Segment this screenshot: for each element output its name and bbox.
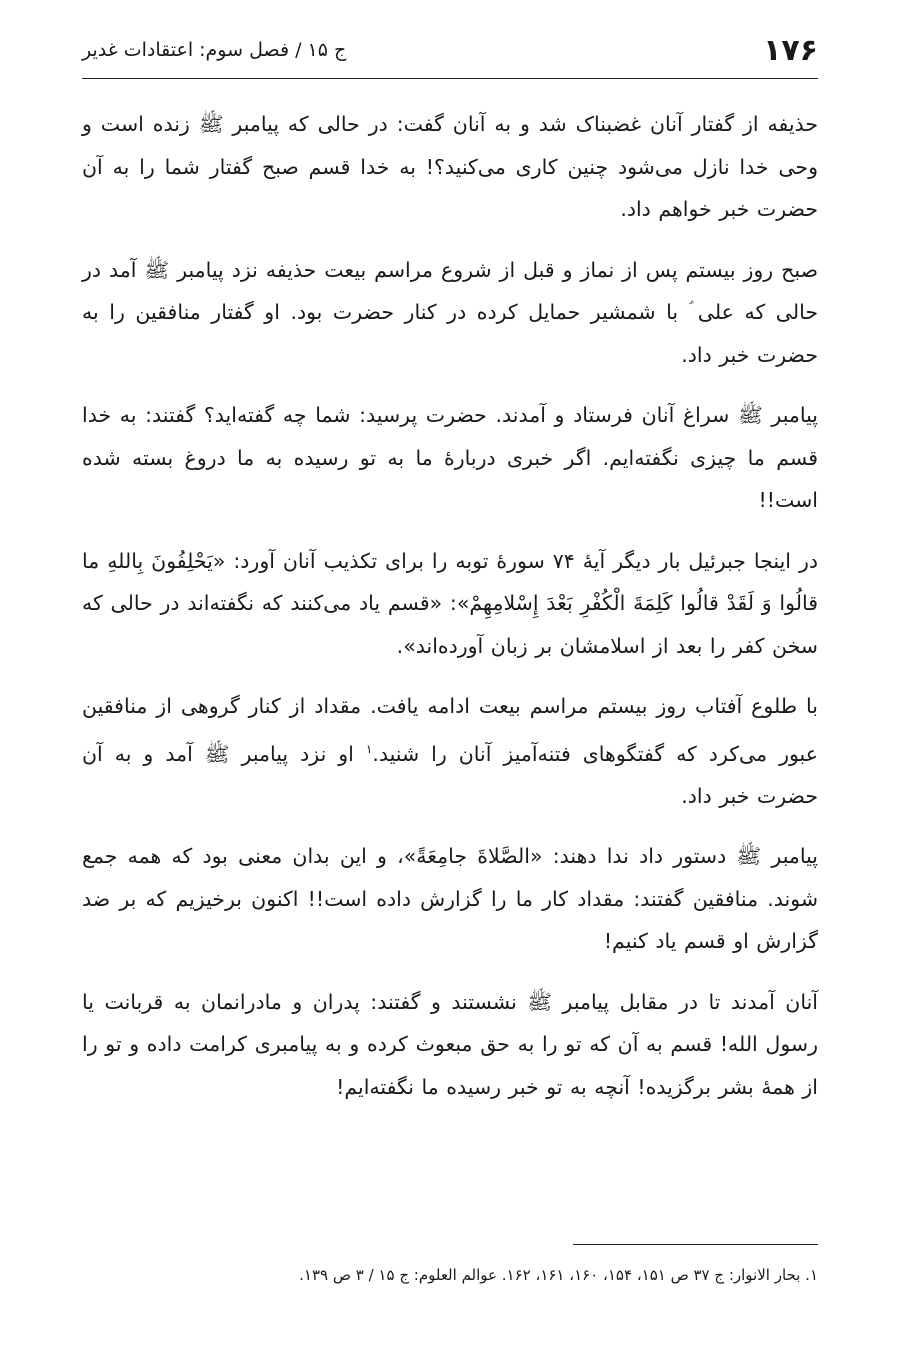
- paragraph: [82, 685, 818, 817]
- footnote: ۱. بحار الانوار: ج ۳۷ ص ۱۵۱، ۱۵۴، ۱۶۰، ۱۶۱، ۱۶۲. عوالم العلوم: ج ۱۵ / ۳ ص ۱۳۹.: [299, 1266, 818, 1284]
- paragraph: پیامبر ﷺ سراغ آنان فرستاد و آمدند. حضرت پرسید: شما چه گفته‌اید؟ گفتند: به خدا قسم ما چیزی نگفته‌ایم. اگر خبری دربارۀ ما به تو رسیده به ما دروغ بسته شده است!!: [82, 403, 818, 512]
- paragraph: در اینجا جبرئیل بار دیگر آیۀ ۷۴ سورۀ توبه را برای تکذیب آنان آورد: «یَحْلِفُونَ بِاللهِ ما قالُوا وَ لَقَدْ قالُوا کَلِمَةَ الْکُفْرِ بَعْدَ إِسْلامِهِمْ»: «قسم یاد می‌کنند که نگفته‌اند در حالی که سخن کفر را بعد از اسلامشان بر زبان آورده‌اند».: [82, 548, 818, 658]
- paragraph: آنان آمدند تا در مقابل پیامبر ﷺ نشستند و گفتند: پدران و مادرانمان به قربانت یا رسول الله! قسم به آن که تو را به حق مبعوث کرده و به پیامبری کرامت داده و تو را از همۀ بشر برگزیده! آنچه به تو خبر رسیده ما نگفته‌ایم!: [82, 989, 818, 1099]
- paragraph-text: با طلوع آفتاب روز بیستم مراسم بیعت ادامه یافت. مقداد از کنار گروهی از منافقین عبور می‌کرد که گفتگوهای فتنه‌آمیز آنان را شنید.: [82, 694, 818, 766]
- main-text: [82, 103, 818, 1126]
- paragraph: حذیفه از گفتار آنان غضبناک شد و به آنان گفت: در حالی که پیامبر ﷺ زنده است و وحی خدا نازل می‌شود چنین کاری می‌کنید؟! به خدا قسم صبح گفتار شما را به آن حضرت خبر خواهم داد.: [82, 112, 818, 221]
- running-header-title: ج ۱۵ / فصل سوم: اعتقادات غدیر: [82, 39, 347, 61]
- paragraph: پیامبر ﷺ دستور داد ندا دهند: «الصَّلاةَ جامِعَةً»، و این بدان معنی بود که همه جمع شوند. منافقین گفتند: مقداد کار ما را گزارش داده است!! اکنون برخیزیم که بر ضد گزارش او قسم یاد کنیم!: [82, 844, 818, 954]
- paragraph-text-continued: او نزد پیامبر ﷺ آمد و به آن حضرت خبر داد.: [82, 741, 818, 808]
- page-number: ۱۷۶: [763, 32, 818, 68]
- footnote-divider: [573, 1244, 818, 1245]
- running-header: [82, 28, 818, 72]
- footnote-reference[interactable]: ۱: [365, 741, 373, 756]
- header-divider: [82, 78, 818, 79]
- paragraph: صبح روز بیستم پس از نماز و قبل از شروع مراسم بیعت حذیفه نزد پیامبر ﷺ آمد در حالی که علی ؑ با شمشیر حمایل کرده در کنار حضرت بود. او گفتار منافقین را به حضرت خبر داد.: [82, 257, 818, 367]
